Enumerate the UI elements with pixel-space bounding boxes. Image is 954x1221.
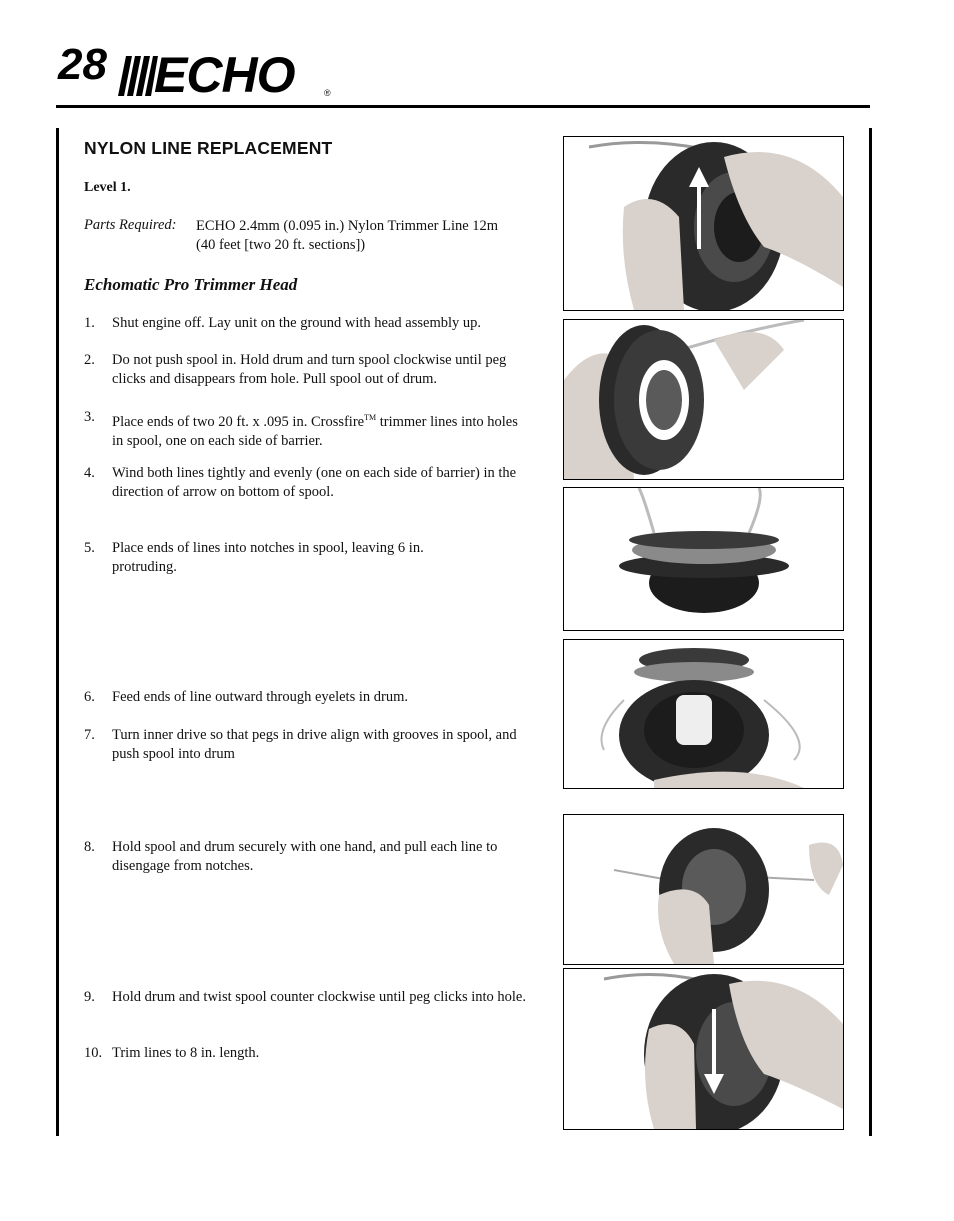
step-number: 6. [84, 689, 95, 705]
step-text: Place ends of lines into notches in spool, leaving 6 in. protruding. [112, 540, 424, 575]
step-number: 1. [84, 315, 95, 331]
step-number: 9. [84, 989, 95, 1005]
section-title: NYLON LINE REPLACEMENT [84, 138, 333, 158]
step-text: Trim lines to 8 in. length. [112, 1045, 260, 1061]
parts-value-line1: ECHO 2.4mm (0.095 in.) Nylon Trimmer Line 12m [196, 218, 499, 234]
step-number: 5. [84, 540, 95, 556]
step-number: 8. [84, 839, 95, 855]
parts-required-value [196, 217, 536, 255]
step-text: Shut engine off. Lay unit on the ground with head assembly up. [112, 315, 482, 331]
step-text: Do not push spool in. Hold drum and turn spool clockwise until peg clicks and disappears from hole. Pull spool out of drum. [112, 352, 507, 387]
step-number: 4. [84, 465, 95, 481]
logo-stripes-icon [118, 52, 158, 98]
level-label: Level 1. [84, 180, 131, 195]
step-number: 3. [84, 409, 95, 425]
page-number: 28 [58, 40, 107, 89]
step-text: Wind both lines tightly and evenly (one on each side of barrier) in the direction of arrow on bottom of spool. [112, 465, 517, 500]
subsection-title: Echomatic Pro Trimmer Head [84, 275, 298, 294]
step-text: Turn inner drive so that pegs in drive align with grooves in spool, and push spool into drum [112, 727, 517, 762]
step-text: Hold spool and drum securely with one hand, and pull each line to disengage from notches. [112, 839, 498, 874]
right-margin-rule [869, 128, 872, 1136]
header-divider [56, 105, 870, 108]
left-margin-rule [56, 128, 59, 1136]
step-number: 10. [84, 1045, 103, 1061]
logo-wordmark: ECHO [154, 47, 295, 103]
parts-required-label: Parts Required: [84, 217, 177, 233]
wound-spool-image [564, 488, 843, 630]
spool-in-hand-image [564, 320, 843, 479]
registered-mark: ® [324, 88, 331, 98]
photo-remove-spool [563, 136, 844, 311]
photo-pull-lines [563, 814, 844, 965]
step-text: Hold drum and twist spool counter clockwise until peg clicks into hole. [112, 989, 526, 1005]
step-text: Feed ends of line outward through eyelets in drum. [112, 689, 408, 705]
twist-spool-image [564, 969, 843, 1129]
photo-wound-spool [563, 487, 844, 631]
trimmer-head-hands-image [564, 137, 843, 310]
spool-above-drum-image [564, 640, 843, 788]
photo-twist-spool [563, 968, 844, 1130]
trademark-mark: TM [364, 413, 377, 422]
step-text-part: Place ends of two 20 ft. x .095 in. Crossfire [112, 413, 365, 430]
step-number: 2. [84, 352, 95, 368]
photo-spool-out [563, 319, 844, 480]
parts-value-line2: (40 feet [two 20 ft. sections]) [196, 237, 366, 253]
step-number: 7. [84, 727, 95, 743]
step-text-part: trimmer lines into holes in spool, one on each side of barrier. [112, 413, 518, 449]
step-text [112, 408, 530, 451]
pulling-line-image [564, 815, 843, 964]
photo-spool-into-drum [563, 639, 844, 789]
